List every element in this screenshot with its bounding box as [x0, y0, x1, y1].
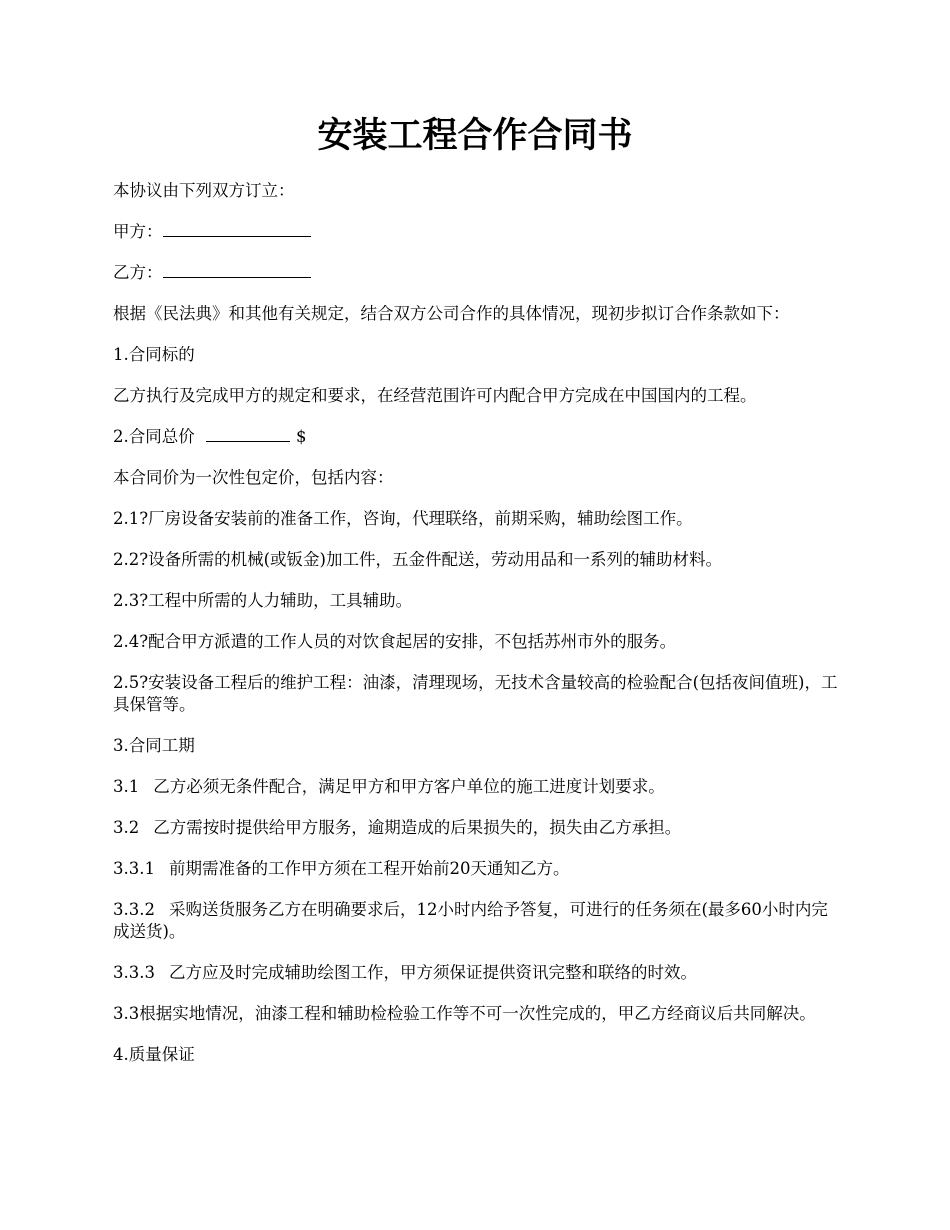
party-a-blank — [163, 221, 311, 237]
clause-2-4: 2.4?配合甲方派遣的工作人员的对饮食起居的安排，不包括苏州市外的服务。 — [113, 632, 677, 651]
currency-symbol: $ — [296, 427, 307, 446]
clause-3-3-2-number: 3.3.2 — [113, 900, 155, 919]
clause-3-3-3-text: 乙方应及时完成辅助绘图工作，甲方须保证提供资讯完整和联络的时效。 — [168, 963, 697, 982]
section-1-body: 乙方执行及完成甲方的规定和要求，在经营范围许可内配合甲方完成在中国国内的工程。 — [113, 386, 757, 405]
clause-3-1 — [113, 776, 843, 798]
clause-3-2-text: 乙方需按时提供给甲方服务，逾期造成的后果损失的，损失由乙方承担。 — [153, 818, 682, 837]
document-title: 安装工程合作合同书 — [317, 115, 633, 156]
clause-2-1: 2.1?厂房设备安装前的准备工作，咨询，代理联络，前期采购，辅助绘图工作。 — [113, 509, 693, 528]
price-blank — [206, 426, 290, 442]
clause-3-3-3-number: 3.3.3 — [113, 963, 155, 982]
clause-3-3-2 — [113, 899, 843, 943]
clause-2-2: 2.2?设备所需的机械(或钣金)加工件，五金件配送，劳动用品和一系列的辅助材料。 — [113, 550, 722, 569]
clause-3-2 — [113, 817, 843, 839]
section-4-heading: 4.质量保证 — [113, 1045, 195, 1064]
party-a-label: 甲方： — [113, 222, 163, 241]
clause-2-5: 2.5?安装设备工程后的维护工程：油漆，清理现场，无技术含量较高的检验配合(包括夜间值班)，工具保管等。 — [113, 673, 838, 714]
clause-3-3: 3.3根据实地情况，油漆工程和辅助检检验工作等不可一次性完成的，甲乙方经商议后共同解决。 — [113, 1004, 816, 1023]
party-a-line — [113, 221, 843, 243]
party-b-label: 乙方： — [113, 263, 163, 282]
document-body — [113, 180, 843, 1085]
section-3-heading: 3.合同工期 — [113, 736, 195, 755]
clause-2-3: 2.3?工程中所需的人力辅助，工具辅助。 — [113, 591, 413, 610]
clause-3-3-1-text: 前期需准备的工作甲方须在工程开始前20天通知乙方。 — [168, 859, 570, 878]
section-2-intro: 本合同价为一次性包定价，包括内容： — [113, 468, 394, 487]
section-1-heading: 1.合同标的 — [113, 345, 195, 364]
clause-3-3-2-text: 采购送货服务乙方在明确要求后，12小时内给予答复，可进行的任务须在(最多60小时内完成送货)。 — [113, 900, 828, 941]
clause-3-2-number: 3.2 — [113, 818, 140, 837]
section-2-heading — [113, 426, 843, 448]
clause-3-1-number: 3.1 — [113, 777, 140, 796]
section-2-heading-text: 2.合同总价 — [113, 427, 195, 446]
party-b-blank — [163, 262, 311, 278]
clause-3-3-1-number: 3.3.1 — [113, 859, 155, 878]
clause-3-1-text: 乙方必须无条件配合，满足甲方和甲方客户单位的施工进度计划要求。 — [153, 777, 665, 796]
clause-3-3-3 — [113, 962, 843, 984]
clause-3-3-1 — [113, 858, 843, 880]
intro-paragraph: 本协议由下列双方订立： — [113, 181, 295, 200]
party-b-line — [113, 262, 843, 284]
preamble-paragraph: 根据《民法典》和其他有关规定，结合双方公司合作的具体情况，现初步拟订合作条款如下： — [113, 304, 790, 323]
